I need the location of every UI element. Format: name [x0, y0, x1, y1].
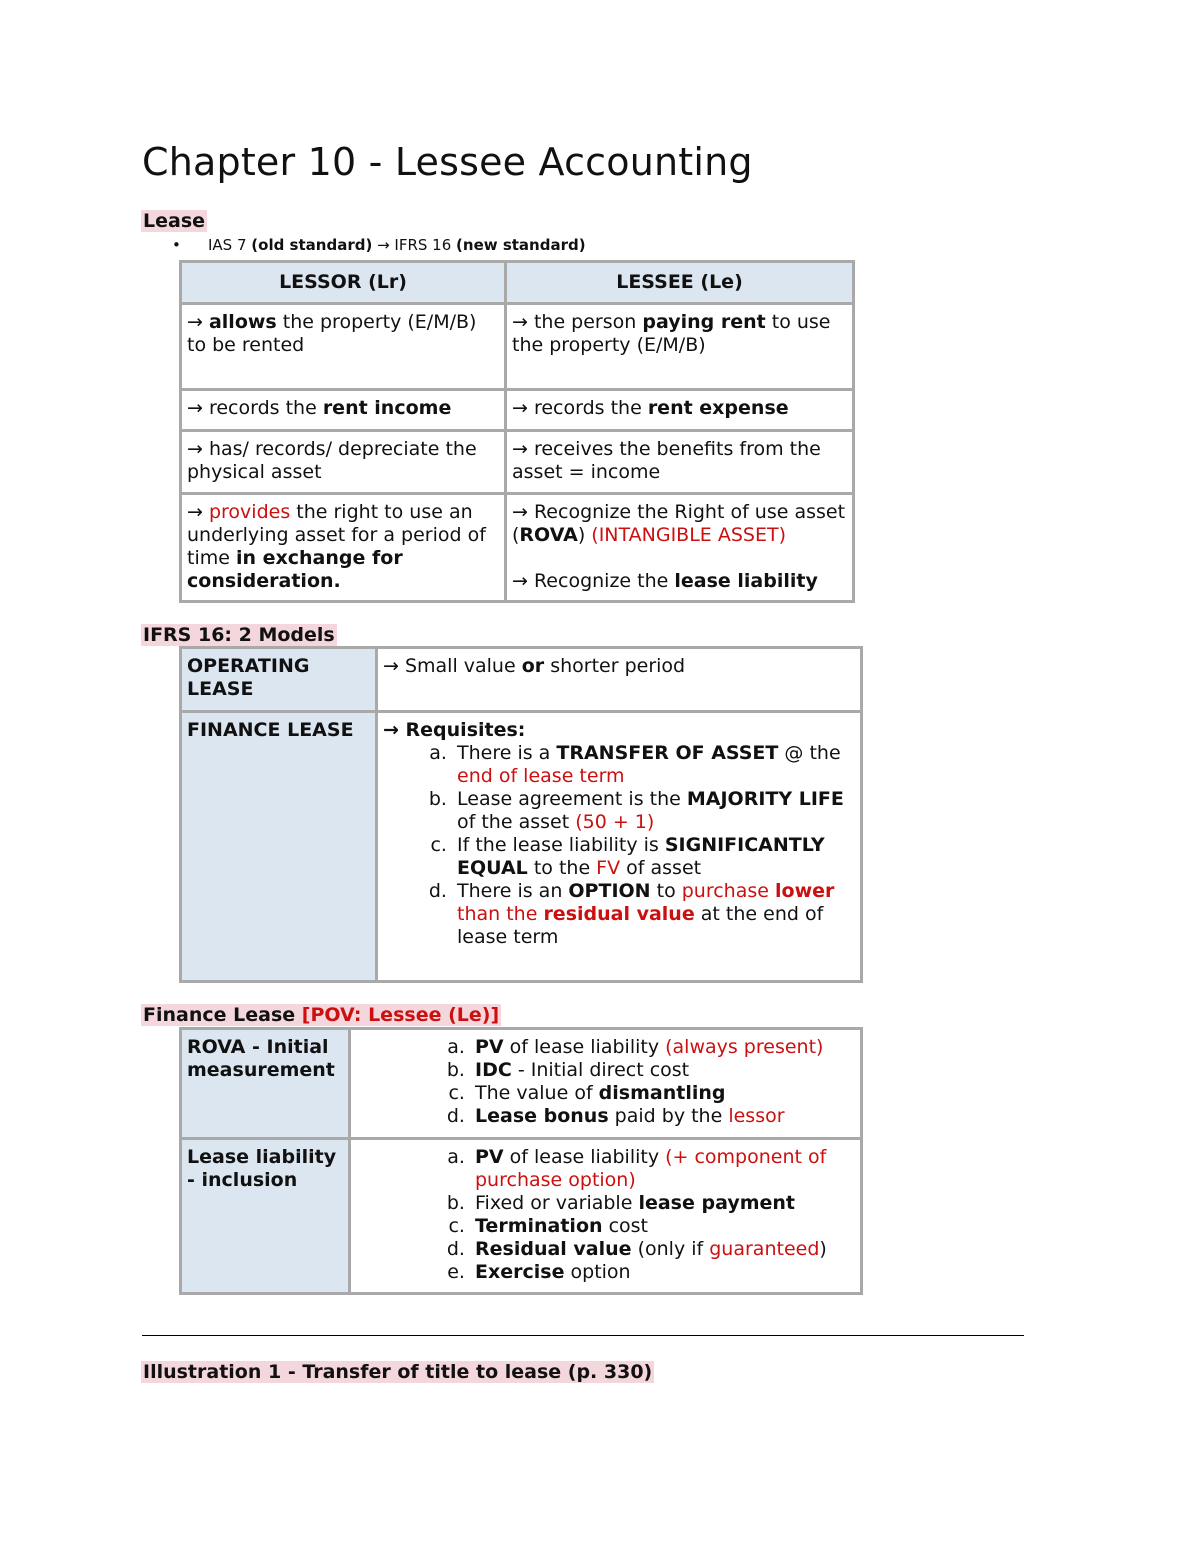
- header-lessor: LESSOR (Lr): [181, 262, 506, 304]
- lessee-cell: → the person paying rent to use the property (E/M/B): [506, 304, 854, 390]
- section-heading-illustration: Illustration 1 - Transfer of title to lease (p. 330): [143, 1361, 653, 1383]
- list-item: c. If the lease liability is SIGNIFICANTLY EQUAL to the FV of asset: [453, 834, 855, 880]
- lessor-cell: → has/ records/ depreciate the physical asset: [181, 431, 506, 494]
- operating-lease-desc: → Small value or shorter period: [377, 648, 862, 712]
- table-row: [181, 431, 854, 494]
- lessor-cell: → records the rent income: [181, 390, 506, 431]
- list-item: a. PV of lease liability (always present): [471, 1036, 855, 1059]
- list-item: c. The value of dismantling: [471, 1082, 855, 1105]
- list-item: a. There is a TRANSFER OF ASSET @ the end of lease term: [453, 742, 855, 788]
- section-heading-lease: Lease: [143, 210, 206, 232]
- list-item: b. Fixed or variable lease payment: [471, 1192, 855, 1215]
- bullet-icon: •: [172, 236, 181, 254]
- operating-lease-label: OPERATING LEASE: [181, 648, 377, 712]
- table-row: [181, 1029, 862, 1139]
- section-heading-finance-lease: Finance Lease [POV: Lessee (Le)]: [143, 1004, 500, 1026]
- finance-lease-table: [179, 1027, 863, 1295]
- list-item: d. Lease bonus paid by the lessor: [471, 1105, 855, 1128]
- lessee-cell: → Recognize the Right of use asset (ROVA) (INTANGIBLE ASSET) → Recognize the lease liability: [506, 494, 854, 602]
- table-row: [181, 304, 854, 390]
- ifrs16-models-table: [179, 646, 863, 983]
- lessee-cell: → records the rent expense: [506, 390, 854, 431]
- table-row: [181, 390, 854, 431]
- horizontal-rule: [142, 1335, 1024, 1336]
- lessor-cell: → provides the right to use an underlying asset for a period of time in exchange for consideration.: [181, 494, 506, 602]
- standard-bullet: • IAS 7 (old standard) → IFRS 16 (new standard): [172, 236, 586, 254]
- rova-label: ROVA - Initial measurement: [181, 1029, 350, 1139]
- list-item: e. Exercise option: [471, 1261, 855, 1284]
- finance-lease-label: FINANCE LEASE: [181, 712, 377, 982]
- page-title: Chapter 10 - Lessee Accounting: [142, 140, 753, 184]
- rova-items: [350, 1029, 862, 1139]
- finance-lease-requisites: → Requisites: a. There is a TRANSFER OF ASSET @ the end of lease term b. Lease agreement is the MAJORITY LIFE of the asset (50 + 1) c. If the lease liability is SIGNIFICANTLY EQUAL to the FV of asset d. There is an OPTION to purchase lower than the residual value at the end of lease term: [377, 712, 862, 982]
- section-heading-ifrs16: IFRS 16: 2 Models: [143, 624, 335, 646]
- list-item: b. IDC - Initial direct cost: [471, 1059, 855, 1082]
- header-lessee: LESSEE (Le): [506, 262, 854, 304]
- list-item: a. PV of lease liability (+ component of purchase option): [471, 1146, 855, 1192]
- list-item: b. Lease agreement is the MAJORITY LIFE of the asset (50 + 1): [453, 788, 855, 834]
- lease-liability-label: Lease liability - inclusion: [181, 1139, 350, 1294]
- lessee-cell: → receives the benefits from the asset = income: [506, 431, 854, 494]
- table-row: [181, 494, 854, 602]
- lessor-cell: → allows the property (E/M/B) to be rented: [181, 304, 506, 390]
- list-item: d. Residual value (only if guaranteed): [471, 1238, 855, 1261]
- table-row: [181, 648, 862, 712]
- lessor-lessee-table: [179, 260, 855, 603]
- list-item: c. Termination cost: [471, 1215, 855, 1238]
- list-item: d. There is an OPTION to purchase lower than the residual value at the end of lease term: [453, 880, 855, 949]
- table-row: [181, 1139, 862, 1294]
- lease-liability-items: [350, 1139, 862, 1294]
- table-row: [181, 712, 862, 982]
